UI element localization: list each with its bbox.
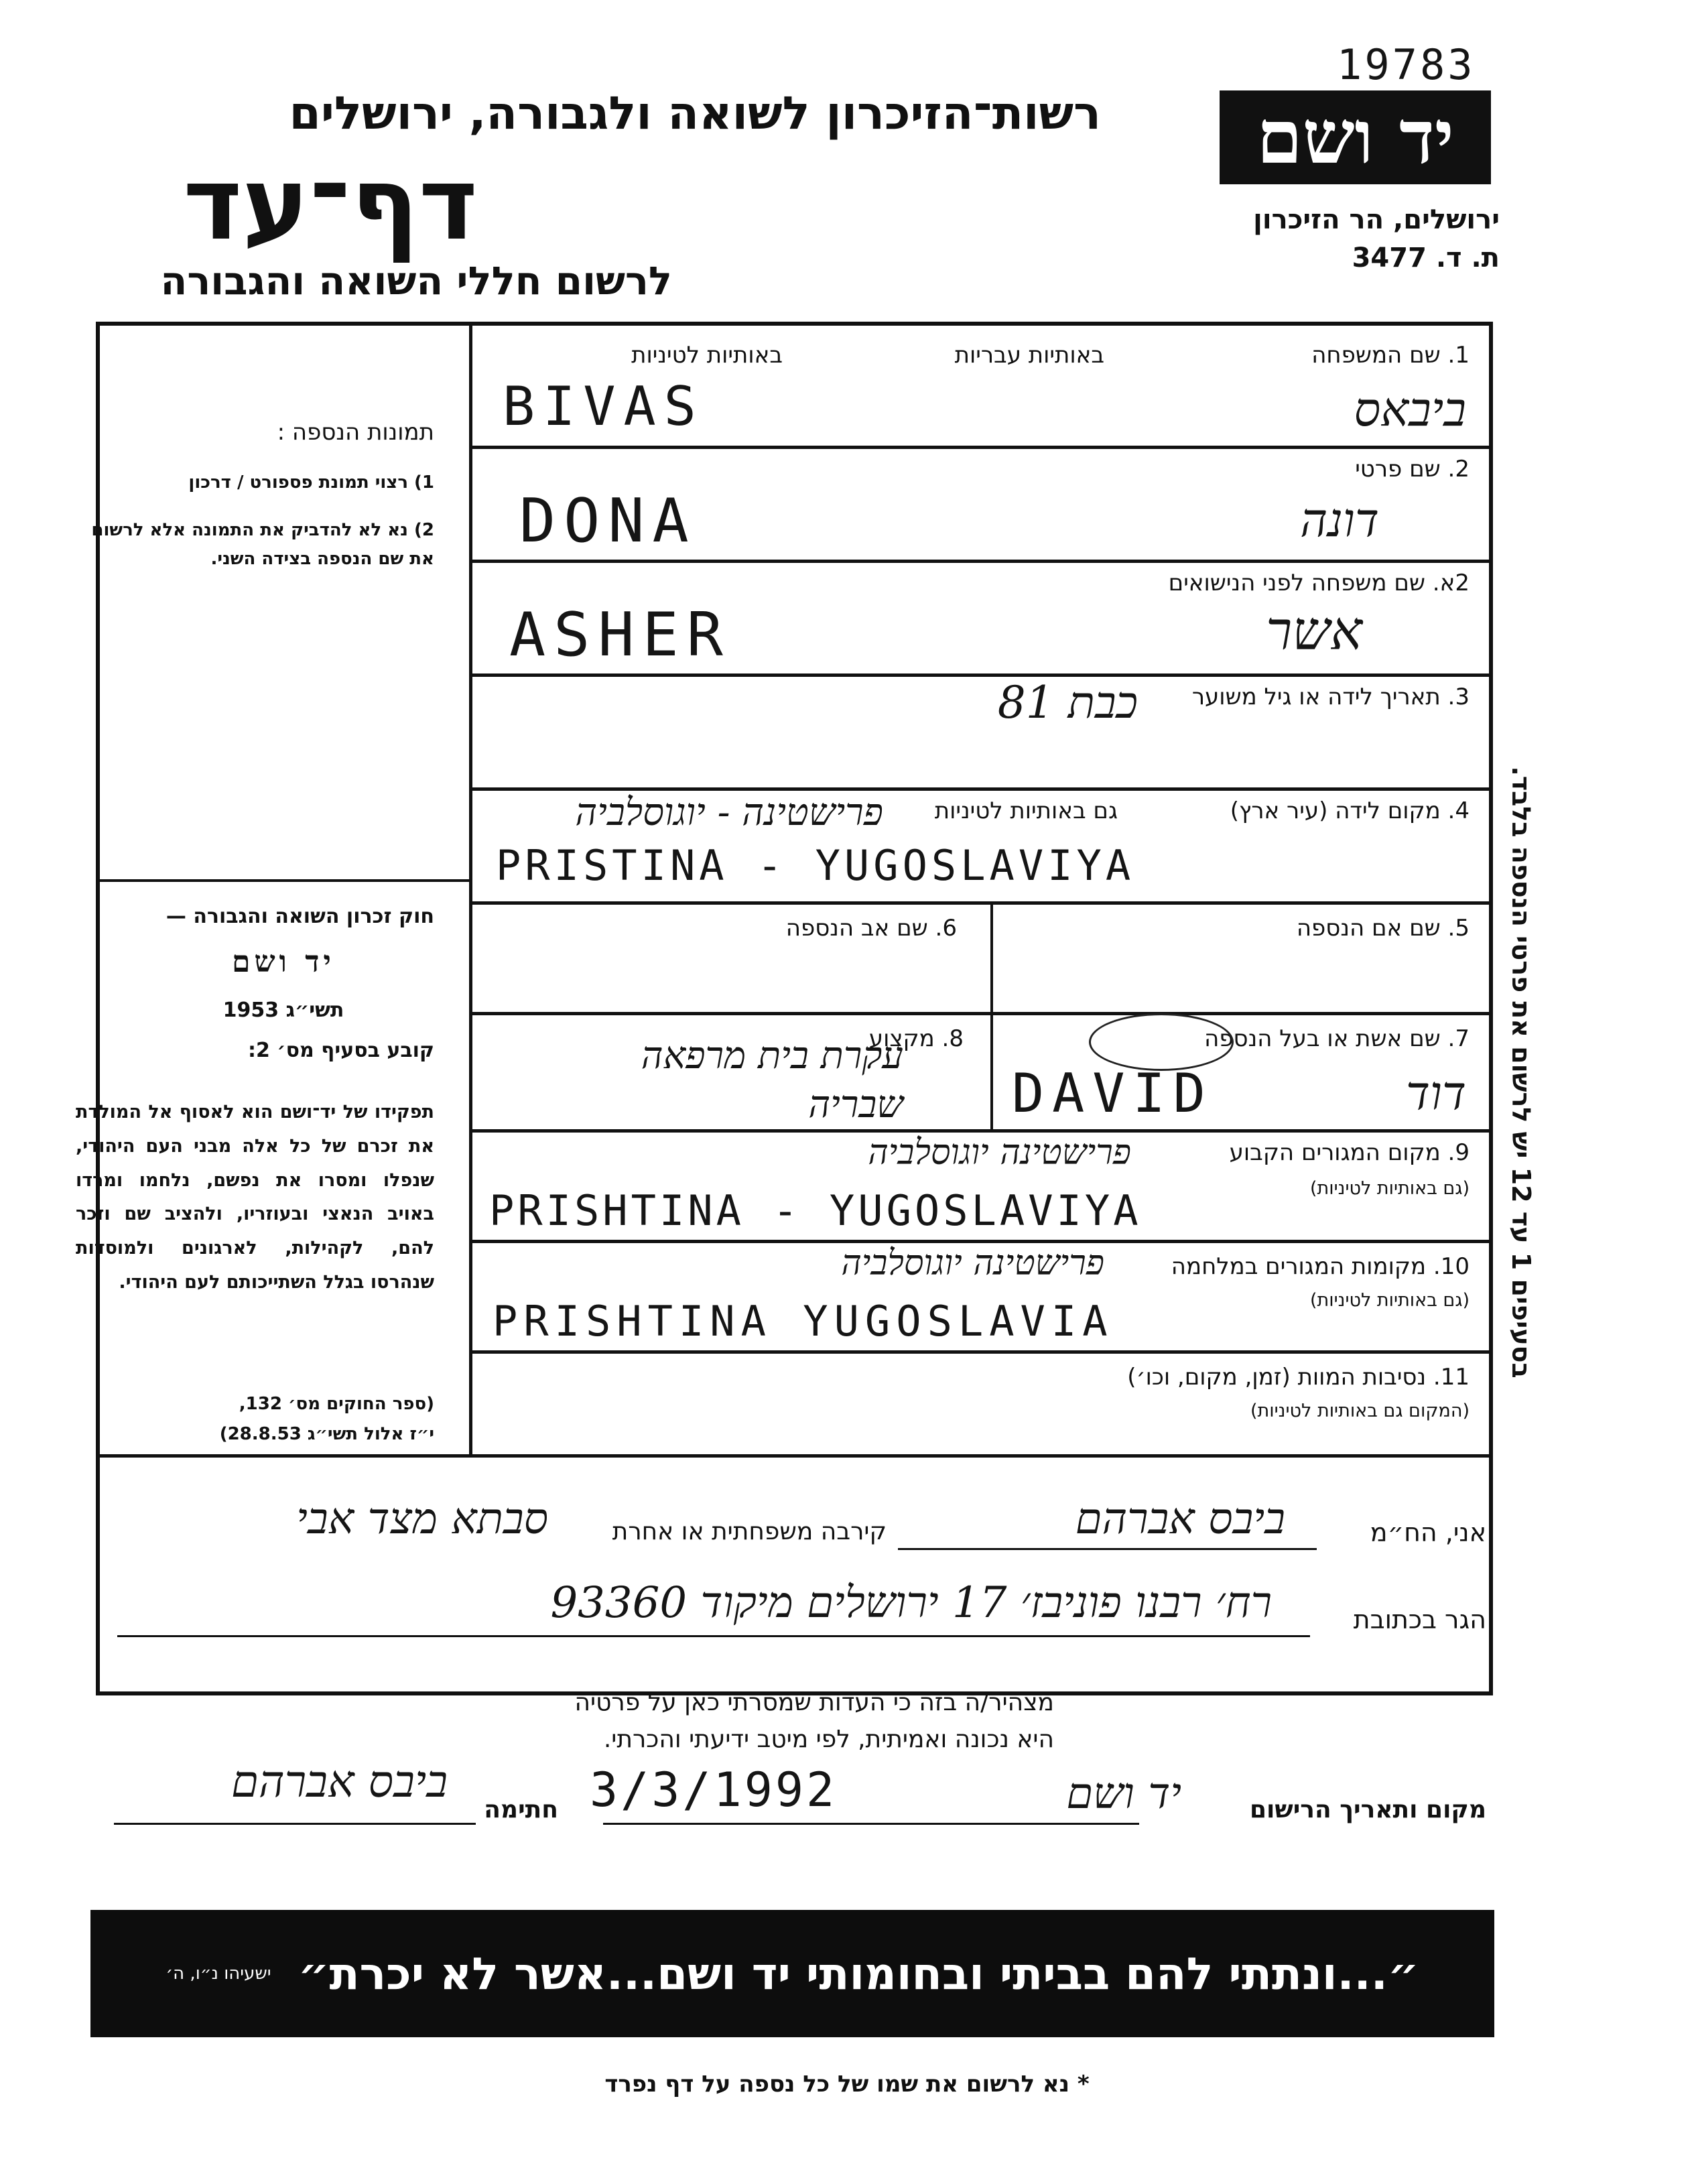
logo-text: יד ושם [1256, 94, 1454, 180]
spouse-name-hebrew-value[interactable]: דוד [1405, 1066, 1466, 1120]
law-reference-2: י״ז אלול תשי״ג 28.8.53) [219, 1424, 434, 1444]
wartime-residence-hebrew-value[interactable]: פרישטינה יוגוסלביה [841, 1243, 1104, 1283]
field-11-label: 11. נסיבות המוות (זמן, מקום, וכו׳) [1127, 1364, 1470, 1391]
field-11-latin-note: (המקום גם באותיות לטיניות) [1250, 1401, 1470, 1421]
side-note: בסעיפים 1 עד 12 יש לרשום את פרטי הנספה בלבד. [1506, 766, 1536, 1378]
law-text: תפקידו של יד־ושם הוא לאסוף אל המולדת את זכרם של כל אלה מבני העם היהודי, שנפלו ומסרו את נפשם, נלחמו ומרדו באויב הנאצי ובעוזריו, ולהציב שם וזכר להם, לקהילות, לארגונים ולמוסדות שנהרסו בגלל השתייכותם לעם היהודי. [76, 1102, 434, 1293]
place-date-label: מקום ותאריך הרישום [1249, 1796, 1486, 1823]
field-10-latin-note: (גם באותיות לטיניות) [1309, 1290, 1470, 1311]
mid-divider-56 [990, 901, 993, 1129]
left-panel-divider [96, 879, 471, 882]
signature-underline [114, 1823, 476, 1825]
law-name: יד ושם [232, 945, 335, 979]
maiden-name-latin-value[interactable]: ASHER [509, 600, 731, 670]
law-year: תשי״ג 1953 [222, 999, 344, 1022]
row-line-4 [469, 901, 1493, 905]
banner-source: ישעיהו נ״ו, ה׳ [166, 1964, 271, 1984]
field-9-label: 9. מקום המגורים הקבוע [1229, 1139, 1470, 1166]
relation-label: קירבה משפחתית או אחרת [612, 1518, 887, 1545]
field-2a-label: 2א. שם משפחה לפני הנישואים [1168, 570, 1470, 596]
field-8-label: 8. מקצוע [868, 1025, 964, 1052]
photo-item-1: 1) רצוי תמונת פספורט / דרכון [188, 472, 434, 493]
address-label: הגר בכתובת [1353, 1605, 1486, 1634]
photo-title: תמונות הנספה : [277, 419, 434, 446]
first-name-latin-value[interactable]: DONA [519, 486, 697, 556]
law-title: חוק זכרון השואה והגבורה — [166, 905, 434, 928]
declaration-line-2: היא נכונה ואמיתית, לפי מיטב ידיעתי והכרתי. [603, 1726, 1054, 1753]
banner-quote: ״...ונתתי להם בביתי ובחומותי יד ושם...אשר לא יכרת״ [298, 1947, 1419, 2000]
address-value[interactable]: רח׳ רבנו פוניבז׳ 17 ירושלים מיקוד 93360 [550, 1578, 1272, 1628]
address-line-2: ת. ד. 3477 [1352, 243, 1500, 273]
residence-hebrew-value[interactable]: פרישטינה יוגוסלביה [868, 1133, 1131, 1173]
field-1-hebrew-column: באותיות עבריות [954, 342, 1104, 369]
column-divider [469, 322, 472, 1454]
declarant-name-value[interactable]: ביבס אברהם [1075, 1494, 1285, 1544]
registration-place-value[interactable]: יד ושם [1066, 1769, 1181, 1819]
form-title: דף־עד [183, 146, 478, 263]
form-subtitle: לרשום חללי השואה והגבורה [160, 258, 672, 304]
row-line-2 [469, 560, 1493, 563]
field-7-label: 7. שם אשת או בעל הנספה [1204, 1025, 1470, 1052]
maiden-name-hebrew-value[interactable]: אשר [1266, 600, 1362, 662]
field-2-label: 2. שם פרטי [1355, 456, 1470, 483]
field-6-label: 6. שם אב הנספה [785, 915, 957, 942]
field-3-label: 3. תאריך לידה או גיל משוער [1191, 684, 1470, 710]
field-5-label: 5. שם אם הנספה [1296, 915, 1470, 942]
field-1-latin-column: באותיות לטיניות [631, 342, 783, 369]
row-line-2a [469, 673, 1493, 677]
residence-latin-value[interactable]: PRISHTINA - YUGOSLAVIYA [489, 1186, 1142, 1235]
address-underline [117, 1635, 1310, 1637]
section-divider [96, 1454, 1493, 1458]
relation-value[interactable]: סבתא מצד אבי [296, 1494, 548, 1544]
footer-note: * נא לרשום את שמו של כל נספה על דף נפרד [604, 2071, 1090, 2098]
quote-banner [90, 1910, 1494, 2037]
law-reference-1: (ספר החוקים מס׳ 132, [239, 1394, 434, 1414]
surname-latin-value[interactable]: BIVAS [503, 375, 704, 438]
birth-date-value[interactable]: כבת 81 [997, 677, 1138, 728]
field-4-latin-note: גם באותיות לטיניות [934, 797, 1118, 824]
declaration-line-1: מצהיר/ה בזה כי העדות שמסרתי כאן על פרטיה [574, 1689, 1054, 1716]
birth-place-hebrew-value[interactable]: פרישטינה - יוגוסלביה [575, 791, 883, 834]
signature-label: חתימה [484, 1796, 558, 1823]
surname-hebrew-value[interactable]: ביבאס [1354, 382, 1466, 437]
occupation-value[interactable]: עקרת בית מרפאה שבריה [641, 1034, 903, 1127]
field-10-label: 10. מקומות המגורים במלחמה [1171, 1253, 1470, 1280]
address-line-1: ירושלים, הר הזיכרון [1253, 204, 1500, 235]
field-4-label: 4. מקום לידה (עיר ארץ) [1230, 797, 1470, 824]
birth-place-latin-value[interactable]: PRISTINA - YUGOSLAVIYA [496, 841, 1135, 890]
photo-item-2: 2) נא לא להדביק את התמונה אלא לרשום את שם הנספה בצידה השני. [91, 520, 434, 569]
place-date-underline [603, 1823, 1139, 1825]
spouse-name-latin-value[interactable]: DAVID [1012, 1062, 1214, 1125]
authority-title: רשות־הזיכרון לשואה ולגבורה, ירושלים [289, 87, 1101, 140]
row-line-10 [469, 1350, 1493, 1354]
declarant-name-underline [898, 1548, 1317, 1550]
field-9-latin-note: (גם באותיות לטיניות) [1309, 1178, 1470, 1199]
yad-vashem-logo [1220, 90, 1491, 184]
registration-date-value[interactable]: 3/3/1992 [590, 1762, 838, 1817]
reference-number: 19783 [1337, 40, 1476, 89]
wartime-residence-latin-value[interactable]: PRISHTINA YUGOSLAVIA [493, 1297, 1114, 1346]
law-clause: קובע בסעיף מס׳ 2: [247, 1039, 434, 1062]
first-name-hebrew-value[interactable]: דונה [1300, 493, 1379, 548]
row-line-56 [469, 1012, 1493, 1015]
signature-value[interactable]: ביבס אברהם [231, 1756, 448, 1807]
field-1-label: 1. שם המשפחה [1311, 342, 1470, 369]
row-line-1 [469, 446, 1493, 449]
declarant-label: אני, הח״מ [1370, 1518, 1486, 1547]
